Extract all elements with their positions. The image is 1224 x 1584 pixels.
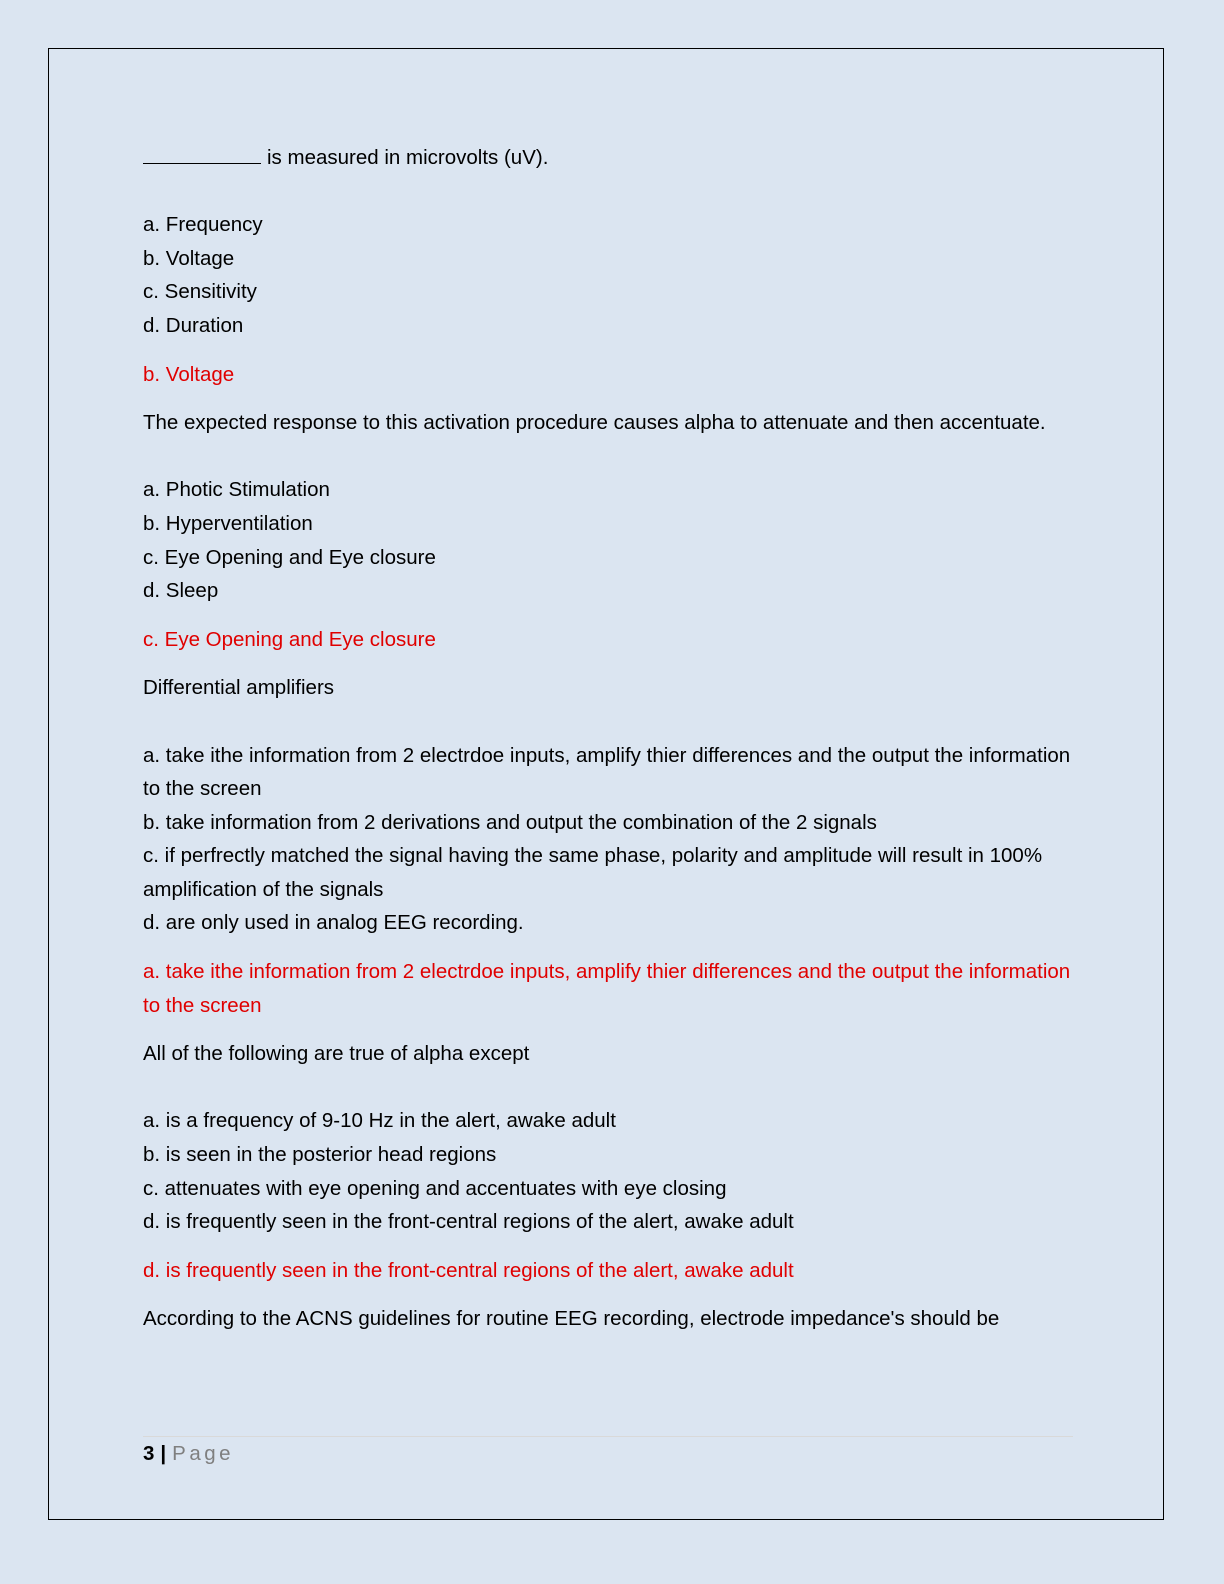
option-item: d. Duration: [143, 313, 244, 337]
trailing-question-stem: According to the ACNS guidelines for routine EEG recording, electrode impedance's should be: [143, 1307, 1000, 1331]
answer-text: b. Voltage: [143, 362, 235, 386]
page-footer: [143, 1438, 234, 1470]
option-item: c. Eye Opening and Eye closure: [143, 545, 436, 569]
option-item: a. is a frequency of 9-10 Hz in the alert, awake adult: [143, 1109, 616, 1133]
option-item: c. if perfrectly matched the signal having the same phase, polarity and amplitude will result in 100% amplification of the signals: [143, 844, 1043, 901]
option-item: a. Photic Stimulation: [143, 478, 330, 502]
document-body: [143, 141, 1073, 1370]
answer-text: c. Eye Opening and Eye closure: [143, 627, 436, 651]
option-item: d. are only used in analog EEG recording.: [143, 911, 524, 935]
question-2: [143, 406, 1073, 656]
footer-divider: [143, 1436, 1073, 1437]
options-list: [143, 208, 1073, 342]
question-1: [143, 141, 1073, 391]
option-item: b. Hyperventilation: [143, 511, 313, 535]
option-item: b. take information from 2 derivations and output the combination of the 2 signals: [143, 810, 877, 834]
answer-text: d. is frequently seen in the front-central regions of the alert, awake adult: [143, 1258, 794, 1282]
question-stem: The expected response to this activation procedure causes alpha to attenuate and then accentuate.: [143, 411, 1046, 435]
option-item: c. Sensitivity: [143, 280, 257, 304]
option-item: c. attenuates with eye opening and accentuates with eye closing: [143, 1176, 727, 1200]
question-4: [143, 1037, 1073, 1287]
fill-in-blank: [143, 141, 261, 164]
question-stem: is measured in microvolts (uV).: [143, 141, 1073, 175]
options-list: [143, 1104, 1073, 1238]
option-item: b. Voltage: [143, 246, 235, 270]
question-stem: All of the following are true of alpha except: [143, 1042, 530, 1066]
option-item: d. is frequently seen in the front-central regions of the alert, awake adult: [143, 1210, 794, 1234]
question-stem: Differential amplifiers: [143, 676, 335, 700]
option-item: d. Sleep: [143, 579, 219, 603]
option-item: b. is seen in the posterior head regions: [143, 1143, 497, 1167]
question-3: [143, 671, 1073, 1022]
option-item: a. Frequency: [143, 213, 263, 237]
option-item: a. take ithe information from 2 electrdoe inputs, amplify thier differences and the output the information to the screen: [143, 743, 1071, 801]
footer-separator: |: [160, 1442, 167, 1465]
options-list: [143, 473, 1073, 607]
page-label: Page: [172, 1442, 235, 1465]
answer-text: a. take ithe information from 2 electrdoe inputs, amplify thier differences and the output the information to the screen: [143, 960, 1071, 1017]
page-number: 3: [143, 1442, 155, 1465]
options-list: [143, 739, 1073, 941]
